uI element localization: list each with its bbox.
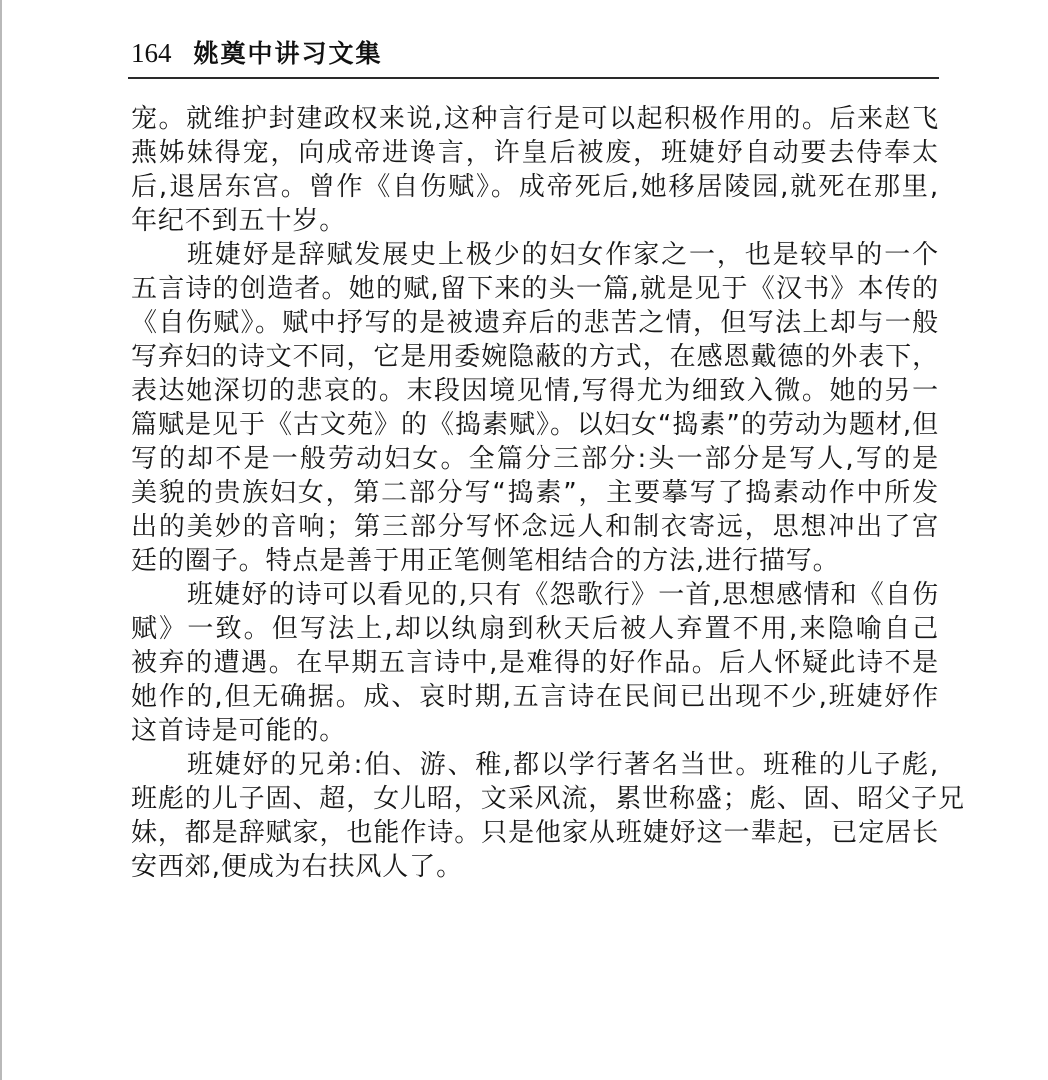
text-line: 燕姊妹得宠，向成帝进谗言，许皇后被废，班婕妤自动要去侍奉太 <box>131 138 939 168</box>
text-line: 妹，都是辞赋家，也能作诗。只是他家从班婕妤这一辈起，已定居长 <box>131 818 939 848</box>
text-line: 写弃妇的诗文不同，它是用委婉隐蔽的方式，在感恩戴德的外表下， <box>131 342 939 372</box>
text-line: 后,退居东宫。曾作《自伤赋》。成帝死后,她移居陵园,就死在那里, <box>131 172 939 202</box>
book-title: 姚奠中讲习文集 <box>193 39 383 68</box>
paragraph-3 <box>131 578 939 748</box>
text-line: 出的美妙的音响；第三部分写怀念远人和制衣寄远，思想冲出了宫 <box>131 512 939 542</box>
text-line: 班婕妤的诗可以看见的,只有《怨歌行》一首,思想感情和《自伤 <box>187 580 939 610</box>
paragraph-4 <box>131 748 965 884</box>
text-line: 安西郊,便成为右扶风人了。 <box>131 852 463 882</box>
text-line: 《自伤赋》。赋中抒写的是被遗弃后的悲苦之情，但写法上却与一般 <box>131 308 939 338</box>
text-line: 班彪的儿子固、超，女儿昭，文采风流，累世称盛；彪、固、昭父子兄 <box>131 784 965 814</box>
text-line: 美貌的贵族妇女，第二部分写“捣素”，主要摹写了捣素动作中所发 <box>131 478 939 508</box>
text-line: 这首诗是可能的。 <box>131 716 347 746</box>
text-line: 廷的圈子。特点是善于用正笔侧笔相结合的方法,进行描写。 <box>131 546 840 576</box>
header-rule <box>128 77 939 79</box>
text-line: 篇赋是见于《古文苑》的《捣素赋》。以妇女“捣素”的劳动为题材,但 <box>131 410 939 440</box>
text-line: 表达她深切的悲哀的。末段因境见情,写得尤为细致入微。她的另一 <box>131 376 939 406</box>
running-head <box>131 38 383 69</box>
text-line: 她作的,但无确据。成、哀时期,五言诗在民间已出现不少,班婕妤作 <box>131 682 939 712</box>
paragraph-2 <box>131 238 939 578</box>
text-line: 班婕妤是辞赋发展史上极少的妇女作家之一，也是较早的一个 <box>187 240 939 270</box>
page-number: 164 <box>131 38 172 68</box>
text-line: 赋》一致。但写法上,却以纨扇到秋天后被人弃置不用,来隐喻自己 <box>131 614 939 644</box>
text-line: 写的却不是一般劳动妇女。全篇分三部分:头一部分是写人,写的是 <box>131 444 939 474</box>
text-line: 五言诗的创造者。她的赋,留下来的头一篇,就是见于《汉书》本传的 <box>131 274 939 304</box>
text-line: 班婕妤的兄弟:伯、游、稚,都以学行著名当世。班稚的儿子彪, <box>187 750 939 780</box>
page-left-edge <box>0 0 2 1080</box>
text-line: 年纪不到五十岁。 <box>131 206 347 236</box>
paragraph-1 <box>131 102 939 238</box>
body-text <box>131 102 965 884</box>
text-line: 宠。就维护封建政权来说,这种言行是可以起积极作用的。后来赵飞 <box>131 104 939 134</box>
text-line: 被弃的遭遇。在早期五言诗中,是难得的好作品。后人怀疑此诗不是 <box>131 648 939 678</box>
